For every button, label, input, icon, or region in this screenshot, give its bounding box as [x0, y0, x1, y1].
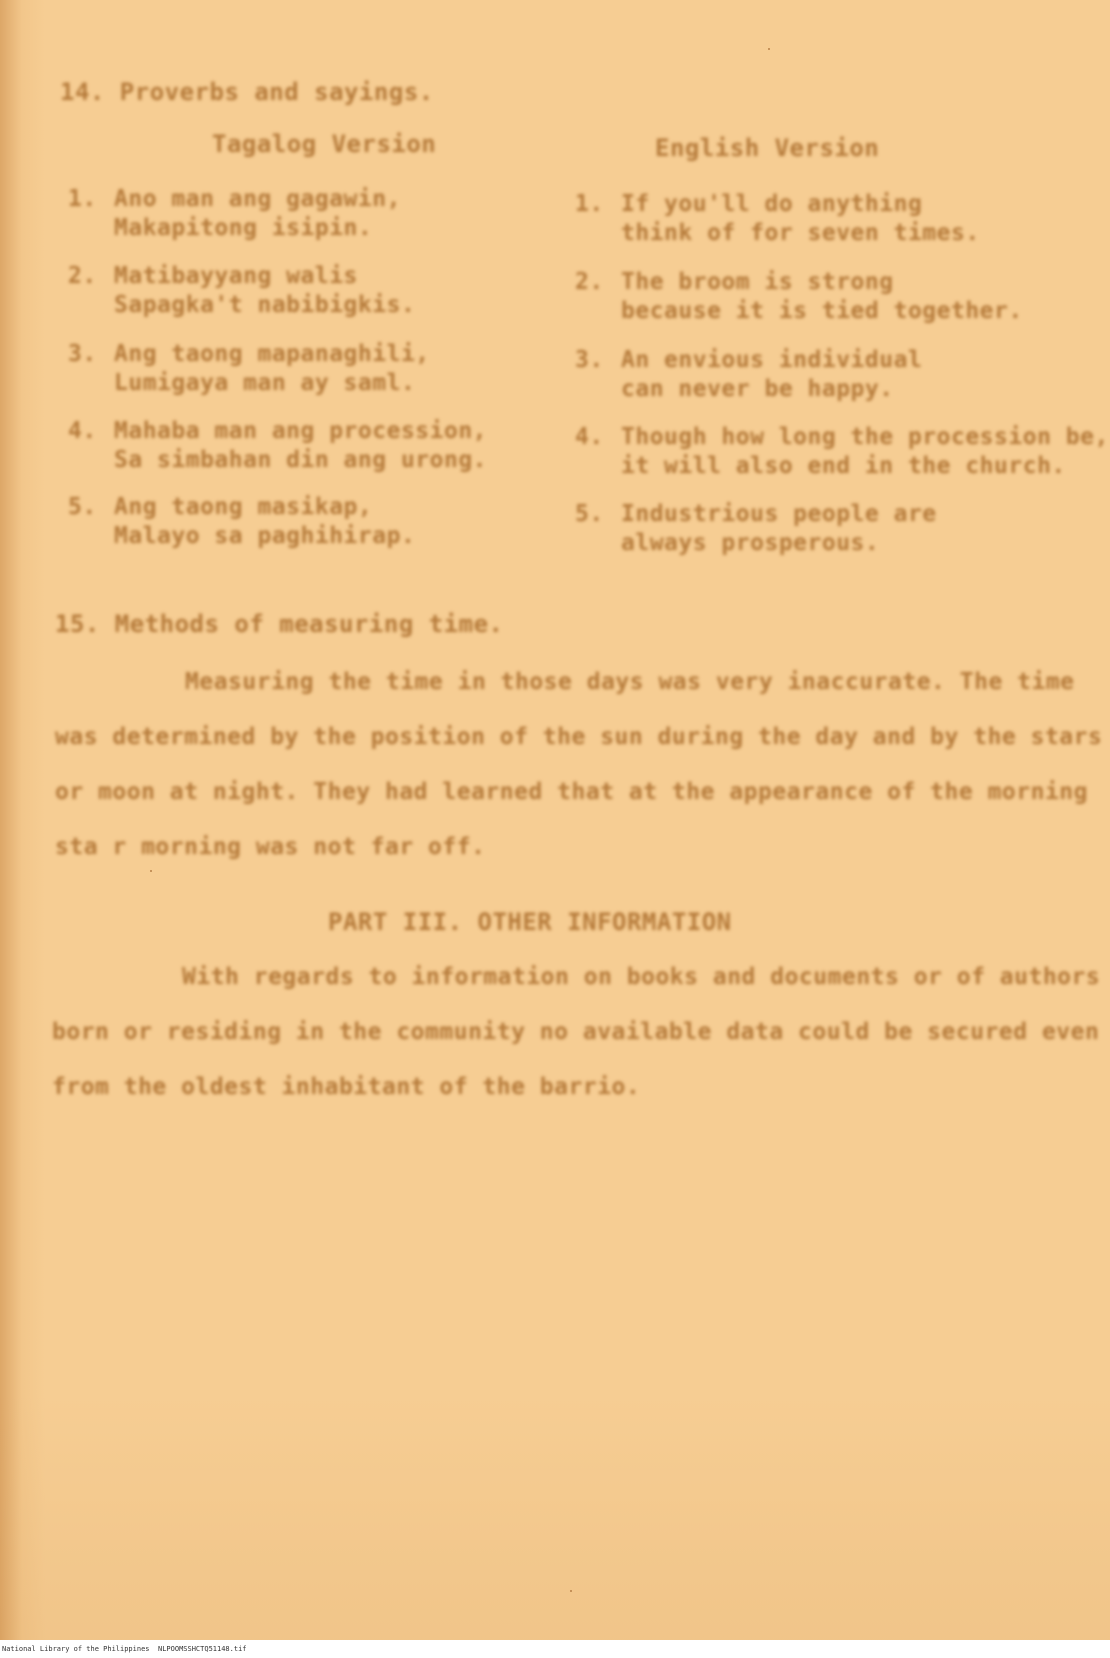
proverb-number: 1. — [68, 186, 97, 212]
proverb-number: 3. — [575, 347, 604, 373]
proverb-line: because it is tied together. — [621, 298, 1023, 324]
paper-speck — [570, 1590, 572, 1592]
proverb-line: Sapagka't nabibigkis. — [114, 292, 416, 318]
proverb-line: Ang taong mapanaghili, — [114, 341, 430, 367]
footer-file-name: NLPOOMSSHCTQ51148.tif — [158, 1645, 247, 1653]
proverb-line: Lumigaya man ay saml. — [114, 370, 416, 396]
paragraph-line: or moon at night. They had learned that at the appearance of the morning — [55, 779, 1088, 805]
proverb-line: Sa simbahan din ang urong. — [114, 447, 488, 473]
proverb-line: think of for seven times. — [621, 220, 980, 246]
proverb-number: 2. — [575, 269, 604, 295]
proverb-number: 4. — [68, 418, 97, 444]
proverb-number: 5. — [575, 501, 604, 527]
paper-speck — [150, 870, 152, 872]
proverb-line: can never be happy. — [621, 376, 894, 402]
proverb-line: An envious individual — [621, 347, 923, 373]
section-14-heading: 14. Proverbs and sayings. — [60, 78, 434, 106]
paragraph-line: was determined by the position of the sun during the day and by the stars — [55, 724, 1103, 750]
proverb-line: Industrious people are — [621, 501, 937, 527]
proverb-number: 3. — [68, 341, 97, 367]
part-3-heading: PART III. OTHER INFORMATION — [328, 908, 732, 936]
proverb-line: Ano man ang gagawin, — [114, 186, 401, 212]
proverb-line: Ang taong masikap, — [114, 494, 373, 520]
proverb-number: 2. — [68, 263, 97, 289]
proverb-line: Mahaba man ang procession, — [114, 418, 488, 444]
proverb-line: always prosperous. — [621, 530, 880, 556]
paragraph-line: born or residing in the community no available data could be secured even — [52, 1019, 1100, 1045]
proverb-line: If you'll do anything — [621, 191, 923, 217]
proverb-number: 5. — [68, 494, 97, 520]
part-3-paragraph — [52, 950, 1100, 1115]
proverb-line: Though how long the procession be, — [621, 424, 1109, 450]
paragraph-line: from the oldest inhabitant of the barrio. — [52, 1074, 641, 1100]
section-15-heading: 15. Methods of measuring time. — [55, 610, 504, 638]
tagalog-version-header: Tagalog Version — [212, 130, 437, 158]
proverb-number: 4. — [575, 424, 604, 450]
english-version-header: English Version — [655, 134, 880, 162]
paragraph-line: Measuring the time in those days was very inaccurate. The time — [185, 669, 1075, 695]
scan-footer — [0, 1640, 1110, 1658]
paragraph-line: sta r morning was not far off. — [55, 834, 486, 860]
footer-library-name: National Library of the Philippines — [2, 1645, 150, 1653]
proverb-line: Malayo sa paghihirap. — [114, 523, 416, 549]
proverb-number: 1. — [575, 191, 604, 217]
proverb-line: Makapitong isipin. — [114, 215, 373, 241]
paragraph-line: With regards to information on books and documents or of authors — [182, 964, 1101, 990]
proverb-line: Matibayyang walis — [114, 263, 358, 289]
paper-speck — [768, 48, 770, 50]
proverb-line: The broom is strong — [621, 269, 894, 295]
proverb-line: it will also end in the church. — [621, 453, 1066, 479]
section-15-paragraph — [55, 655, 1102, 875]
